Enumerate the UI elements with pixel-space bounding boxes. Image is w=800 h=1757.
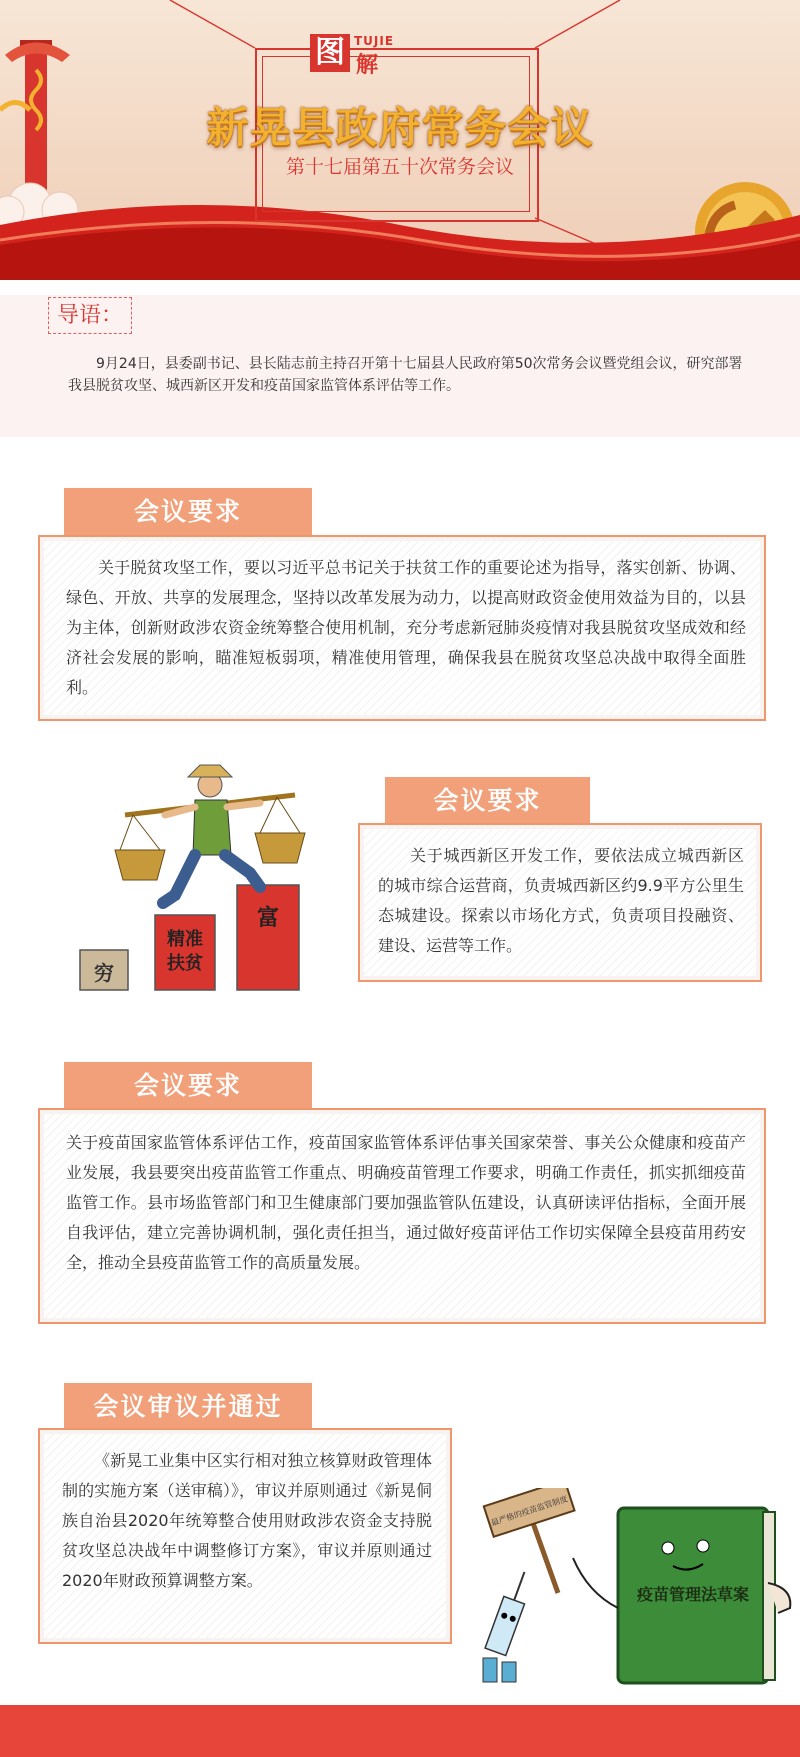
poverty-alleviation-illustration [55,755,315,995]
section-tab-4: 会议审议并通过 [64,1383,312,1431]
section-tab-3: 会议要求 [64,1062,312,1110]
step-precise-line1: 精准 [167,929,203,950]
section-text-2: 关于城西新区开发工作，要依法成立城西新区的城市综合运营商，负责城西新区约9.9平方公里生态城建设。探索以市场化方式，负责项目投融资、建设、运营等工作。 [378,846,744,955]
step-poor: 穷 [94,961,114,985]
logo-text-en: TUJIE [354,34,395,48]
logo-mark: 图 [310,34,350,72]
section-tab-1: 会议要求 [64,488,312,536]
section-text-3: 关于疫苗国家监管体系评估工作，疫苗国家监管体系评估事关国家荣誉、事关公众健康和疫苗产业发展，我县要突出疫苗监管工作重点、明确疫苗管理工作要求，明确工作责任，抓实抓细疫苗监管工作。县市场监管部门和卫生健康部门要加强监管队伍建设，认真研读评估指标，全面开展自我评估，建立完善协调机制，强化责任担当，通过做好疫苗评估工作切实保障全县疫苗用药安全，推动全县疫苗监管工作的高质量发展。 [66,1133,746,1272]
section-text-4: 《新晃工业集中区实行相对独立核算财政管理体制的实施方案（送审稿）》，审议并原则通过《新晃侗族自治县2020年统筹整合使用财政涉农资金支持脱贫攻坚总决战年中调整修订方案》，审议并原则通过2020年财政预算调整方案。 [62,1451,432,1590]
vaccine-law-illustration [478,1488,798,1688]
intro-label: 导语： [48,297,132,334]
section-tab-2: 会议要求 [385,777,590,825]
section-text-1: 关于脱贫攻坚工作，要以习近平总书记关于扶贫工作的重要论述为指导，落实创新、协调、绿色、开放、共享的发展理念，坚持以改革发展为动力，以提高财政资金使用效益为目的，以县为主体，创新财政涉农资金统筹整合使用机制，充分考虑新冠肺炎疫情对我县脱贫攻坚成效和经济社会发展的影响，瞄准短板弱项，精准使用管理，确保我县在脱贫攻坚总决战中取得全面胜利。 [66,558,746,697]
intro-text: 9月24日，县委副书记、县长陆志前主持召开第十七届县人民政府第50次常务会议暨党组会议，研究部署我县脱贫攻坚、城西新区开发和疫苗国家监管体系评估等工作。 [68,356,743,394]
logo-text-cn: 解 [356,53,379,78]
page-subtitle: 第十七届第五十次常务会议 [285,156,514,178]
page-title: 新晃县政府常务会议 [206,103,594,152]
footer-bar [0,1705,800,1757]
step-rich: 富 [256,906,280,931]
book-title: 疫苗管理法草案 [636,1585,750,1604]
sign-text: 最严格的疫苗监管制度 [490,1494,569,1528]
step-precise-line2: 扶贫 [167,953,203,974]
